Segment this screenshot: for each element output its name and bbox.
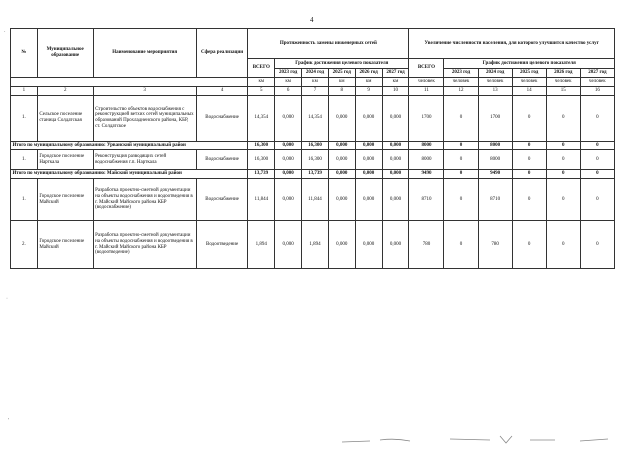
column-number: 7 — [302, 86, 329, 95]
row-number: 1. — [11, 150, 38, 170]
people-value-cell: 0 — [546, 95, 580, 141]
header-measure: Наименование мероприятия — [93, 29, 196, 78]
page-number: 4 — [310, 16, 314, 24]
unit-people: человек — [409, 78, 444, 87]
unit-people: человек — [546, 78, 580, 87]
column-number: 9 — [355, 86, 382, 95]
scan-artifact: ' — [8, 418, 10, 424]
column-number: 11 — [409, 86, 444, 95]
people-value-cell: 780 — [409, 221, 444, 269]
header-km-total: ВСЕГО — [248, 59, 275, 78]
people-value-cell: 8000 — [409, 150, 444, 170]
people-value-cell: 8710 — [409, 179, 444, 221]
km-value-cell: 0,000 — [275, 170, 302, 179]
km-value-cell: 0,000 — [382, 150, 409, 170]
people-value-cell: 0 — [512, 95, 546, 141]
people-value-cell: 0 — [546, 221, 580, 269]
table-row — [11, 150, 615, 170]
people-value-cell: 0 — [512, 179, 546, 221]
people-value-cell: 0 — [546, 170, 580, 179]
measures-table — [10, 28, 615, 269]
people-value-cell: 9490 — [409, 170, 444, 179]
km-value-cell: 0,000 — [275, 221, 302, 269]
people-value-cell: 0 — [512, 221, 546, 269]
people-value-cell: 0 — [580, 95, 614, 141]
unit-km: км — [302, 78, 329, 87]
table-row — [11, 179, 615, 221]
column-number: 15 — [546, 86, 580, 95]
total-label: Итого по муниципальному образованию: Урванский муниципальный район — [11, 141, 248, 150]
total-row — [11, 141, 615, 150]
km-value-cell: 0,000 — [328, 95, 355, 141]
sphere-cell: Водоснабжение — [196, 179, 248, 221]
km-value-cell: 0,000 — [382, 95, 409, 141]
km-value-cell: 0,000 — [355, 179, 382, 221]
km-value-cell: 11,844 — [302, 179, 329, 221]
unit-km: км — [248, 78, 275, 87]
people-value-cell: 0 — [444, 179, 478, 221]
header-num: № — [11, 29, 38, 78]
column-number: 14 — [512, 86, 546, 95]
km-value-cell: 0,000 — [355, 170, 382, 179]
header-year-people: 2027 год — [580, 69, 614, 78]
km-value-cell: 16,300 — [302, 150, 329, 170]
km-value-cell: 0,000 — [382, 221, 409, 269]
km-value-cell: 16,300 — [248, 150, 275, 170]
people-value-cell: 1700 — [409, 95, 444, 141]
column-number: 2 — [37, 86, 93, 95]
municipality-cell: Городское поселение Нарткала — [37, 150, 93, 170]
people-value-cell: 8000 — [409, 141, 444, 150]
km-value-cell: 0,000 — [328, 150, 355, 170]
km-value-cell: 0,000 — [275, 141, 302, 150]
people-value-cell: 0 — [444, 95, 478, 141]
km-value-cell: 0,000 — [355, 95, 382, 141]
people-value-cell: 8000 — [478, 150, 512, 170]
people-value-cell: 780 — [478, 221, 512, 269]
total-row — [11, 170, 615, 179]
column-number: 5 — [248, 86, 275, 95]
measure-cell: Разработка проектно-сметной документации на объекты водоснабжения и водоотведения в г. Майский Майского района КБР (водоснабжение) — [93, 179, 196, 221]
sphere-cell: Водоотведение — [196, 221, 248, 269]
people-value-cell: 0 — [580, 179, 614, 221]
municipality-cell: Городское поселение Майский — [37, 221, 93, 269]
total-label: Итого по муниципальному образованию: Майский муниципальный район — [11, 170, 248, 179]
measure-cell: Строительство объектов водоснабжения с реконструкцией ветхих сетей муниципальных образований Прохладненского района, КБР, ст. Солдатское — [93, 95, 196, 141]
people-value-cell: 0 — [546, 179, 580, 221]
unit-km: км — [328, 78, 355, 87]
people-value-cell: 0 — [580, 170, 614, 179]
row-number: 1. — [11, 179, 38, 221]
header-year-people: 2023 год — [444, 69, 478, 78]
header-year-people: 2026 год — [546, 69, 580, 78]
header-year-people: 2024 год — [478, 69, 512, 78]
unit-km: км — [275, 78, 302, 87]
people-value-cell: 0 — [512, 141, 546, 150]
column-number: 1 — [11, 86, 38, 95]
km-value-cell: 0,000 — [355, 221, 382, 269]
table-row — [11, 221, 615, 269]
km-value-cell: 13,739 — [248, 170, 275, 179]
sphere-cell: Водоснабжение — [196, 150, 248, 170]
people-value-cell: 0 — [512, 170, 546, 179]
unit-people: человек — [478, 78, 512, 87]
scan-artifact: · — [6, 296, 8, 302]
header-year-km: 2024 год — [302, 69, 329, 78]
header-sphere: Сфера реализации — [196, 29, 248, 78]
km-value-cell: 0,000 — [382, 170, 409, 179]
header-people-schedule: График достижения целевого показателя — [444, 59, 615, 69]
scan-artifact: . — [4, 28, 6, 34]
header-year-km: 2025 год — [328, 69, 355, 78]
people-value-cell: 0 — [512, 150, 546, 170]
table-row — [11, 95, 615, 141]
km-value-cell: 0,000 — [328, 221, 355, 269]
km-value-cell: 11,844 — [248, 179, 275, 221]
people-value-cell: 0 — [580, 150, 614, 170]
column-number: 8 — [328, 86, 355, 95]
people-value-cell: 8710 — [478, 179, 512, 221]
people-value-cell: 0 — [546, 141, 580, 150]
people-value-cell: 0 — [546, 150, 580, 170]
header-year-km: 2026 год — [355, 69, 382, 78]
km-value-cell: 0,000 — [382, 179, 409, 221]
measure-cell: Разработка проектно-сметной документации на объекты водоснабжения и водоотведения в г. Майский Майского района КБР (водоотведение) — [93, 221, 196, 269]
municipality-cell: Городское поселение Майский — [37, 179, 93, 221]
km-value-cell: 0,000 — [382, 141, 409, 150]
km-value-cell: 0,000 — [328, 141, 355, 150]
header-length-group: Протяженность замены инженерных сетей — [248, 29, 409, 59]
column-number: 10 — [382, 86, 409, 95]
unit-people: человек — [444, 78, 478, 87]
people-value-cell: 0 — [444, 221, 478, 269]
people-value-cell: 9490 — [478, 170, 512, 179]
header-km-schedule: График достижения целевого показателя — [275, 59, 409, 69]
column-number: 12 — [444, 86, 478, 95]
people-value-cell: 0 — [580, 221, 614, 269]
column-number: 13 — [478, 86, 512, 95]
km-value-cell: 16,300 — [248, 141, 275, 150]
km-value-cell: 0,000 — [355, 150, 382, 170]
column-number: 4 — [196, 86, 248, 95]
header-people-total: ВСЕГО — [409, 59, 444, 78]
unit-km: км — [382, 78, 409, 87]
header-year-km: 2027 год — [382, 69, 409, 78]
km-value-cell: 0,000 — [328, 179, 355, 221]
km-value-cell: 0,000 — [275, 179, 302, 221]
people-value-cell: 0 — [444, 150, 478, 170]
header-year-km: 2023 год — [275, 69, 302, 78]
header-population-group: Увеличение численности населения, для которого улучшится качество услуг — [409, 29, 615, 59]
people-value-cell: 1700 — [478, 95, 512, 141]
km-value-cell: 14,354 — [248, 95, 275, 141]
column-number: 3 — [93, 86, 196, 95]
km-value-cell: 13,739 — [302, 170, 329, 179]
unit-people: человек — [512, 78, 546, 87]
km-value-cell: 0,000 — [275, 95, 302, 141]
unit-km: км — [355, 78, 382, 87]
km-value-cell: 0,000 — [275, 150, 302, 170]
header-year-people: 2025 год — [512, 69, 546, 78]
header-municipality: Муниципальное образование — [37, 29, 93, 78]
sphere-cell: Водоснабжение — [196, 95, 248, 141]
row-number: 2. — [11, 221, 38, 269]
people-value-cell: 0 — [444, 141, 478, 150]
municipality-cell: Сельское поселение станица Солдатская — [37, 95, 93, 141]
km-value-cell: 0,000 — [328, 170, 355, 179]
people-value-cell: 0 — [444, 170, 478, 179]
km-value-cell: 14,354 — [302, 95, 329, 141]
unit-people: человек — [580, 78, 614, 87]
km-value-cell: 1,894 — [248, 221, 275, 269]
km-value-cell: 1,894 — [302, 221, 329, 269]
row-number: 1. — [11, 95, 38, 141]
km-value-cell: 0,000 — [355, 141, 382, 150]
km-value-cell: 16,300 — [302, 141, 329, 150]
measure-cell: Реконструкция разводящих сетей водоснабжения г.п. Нарткала — [93, 150, 196, 170]
people-value-cell: 8000 — [478, 141, 512, 150]
column-number: 6 — [275, 86, 302, 95]
people-value-cell: 0 — [580, 141, 614, 150]
units-empty — [11, 78, 248, 87]
column-number: 16 — [580, 86, 614, 95]
signature-scribble — [340, 432, 610, 446]
